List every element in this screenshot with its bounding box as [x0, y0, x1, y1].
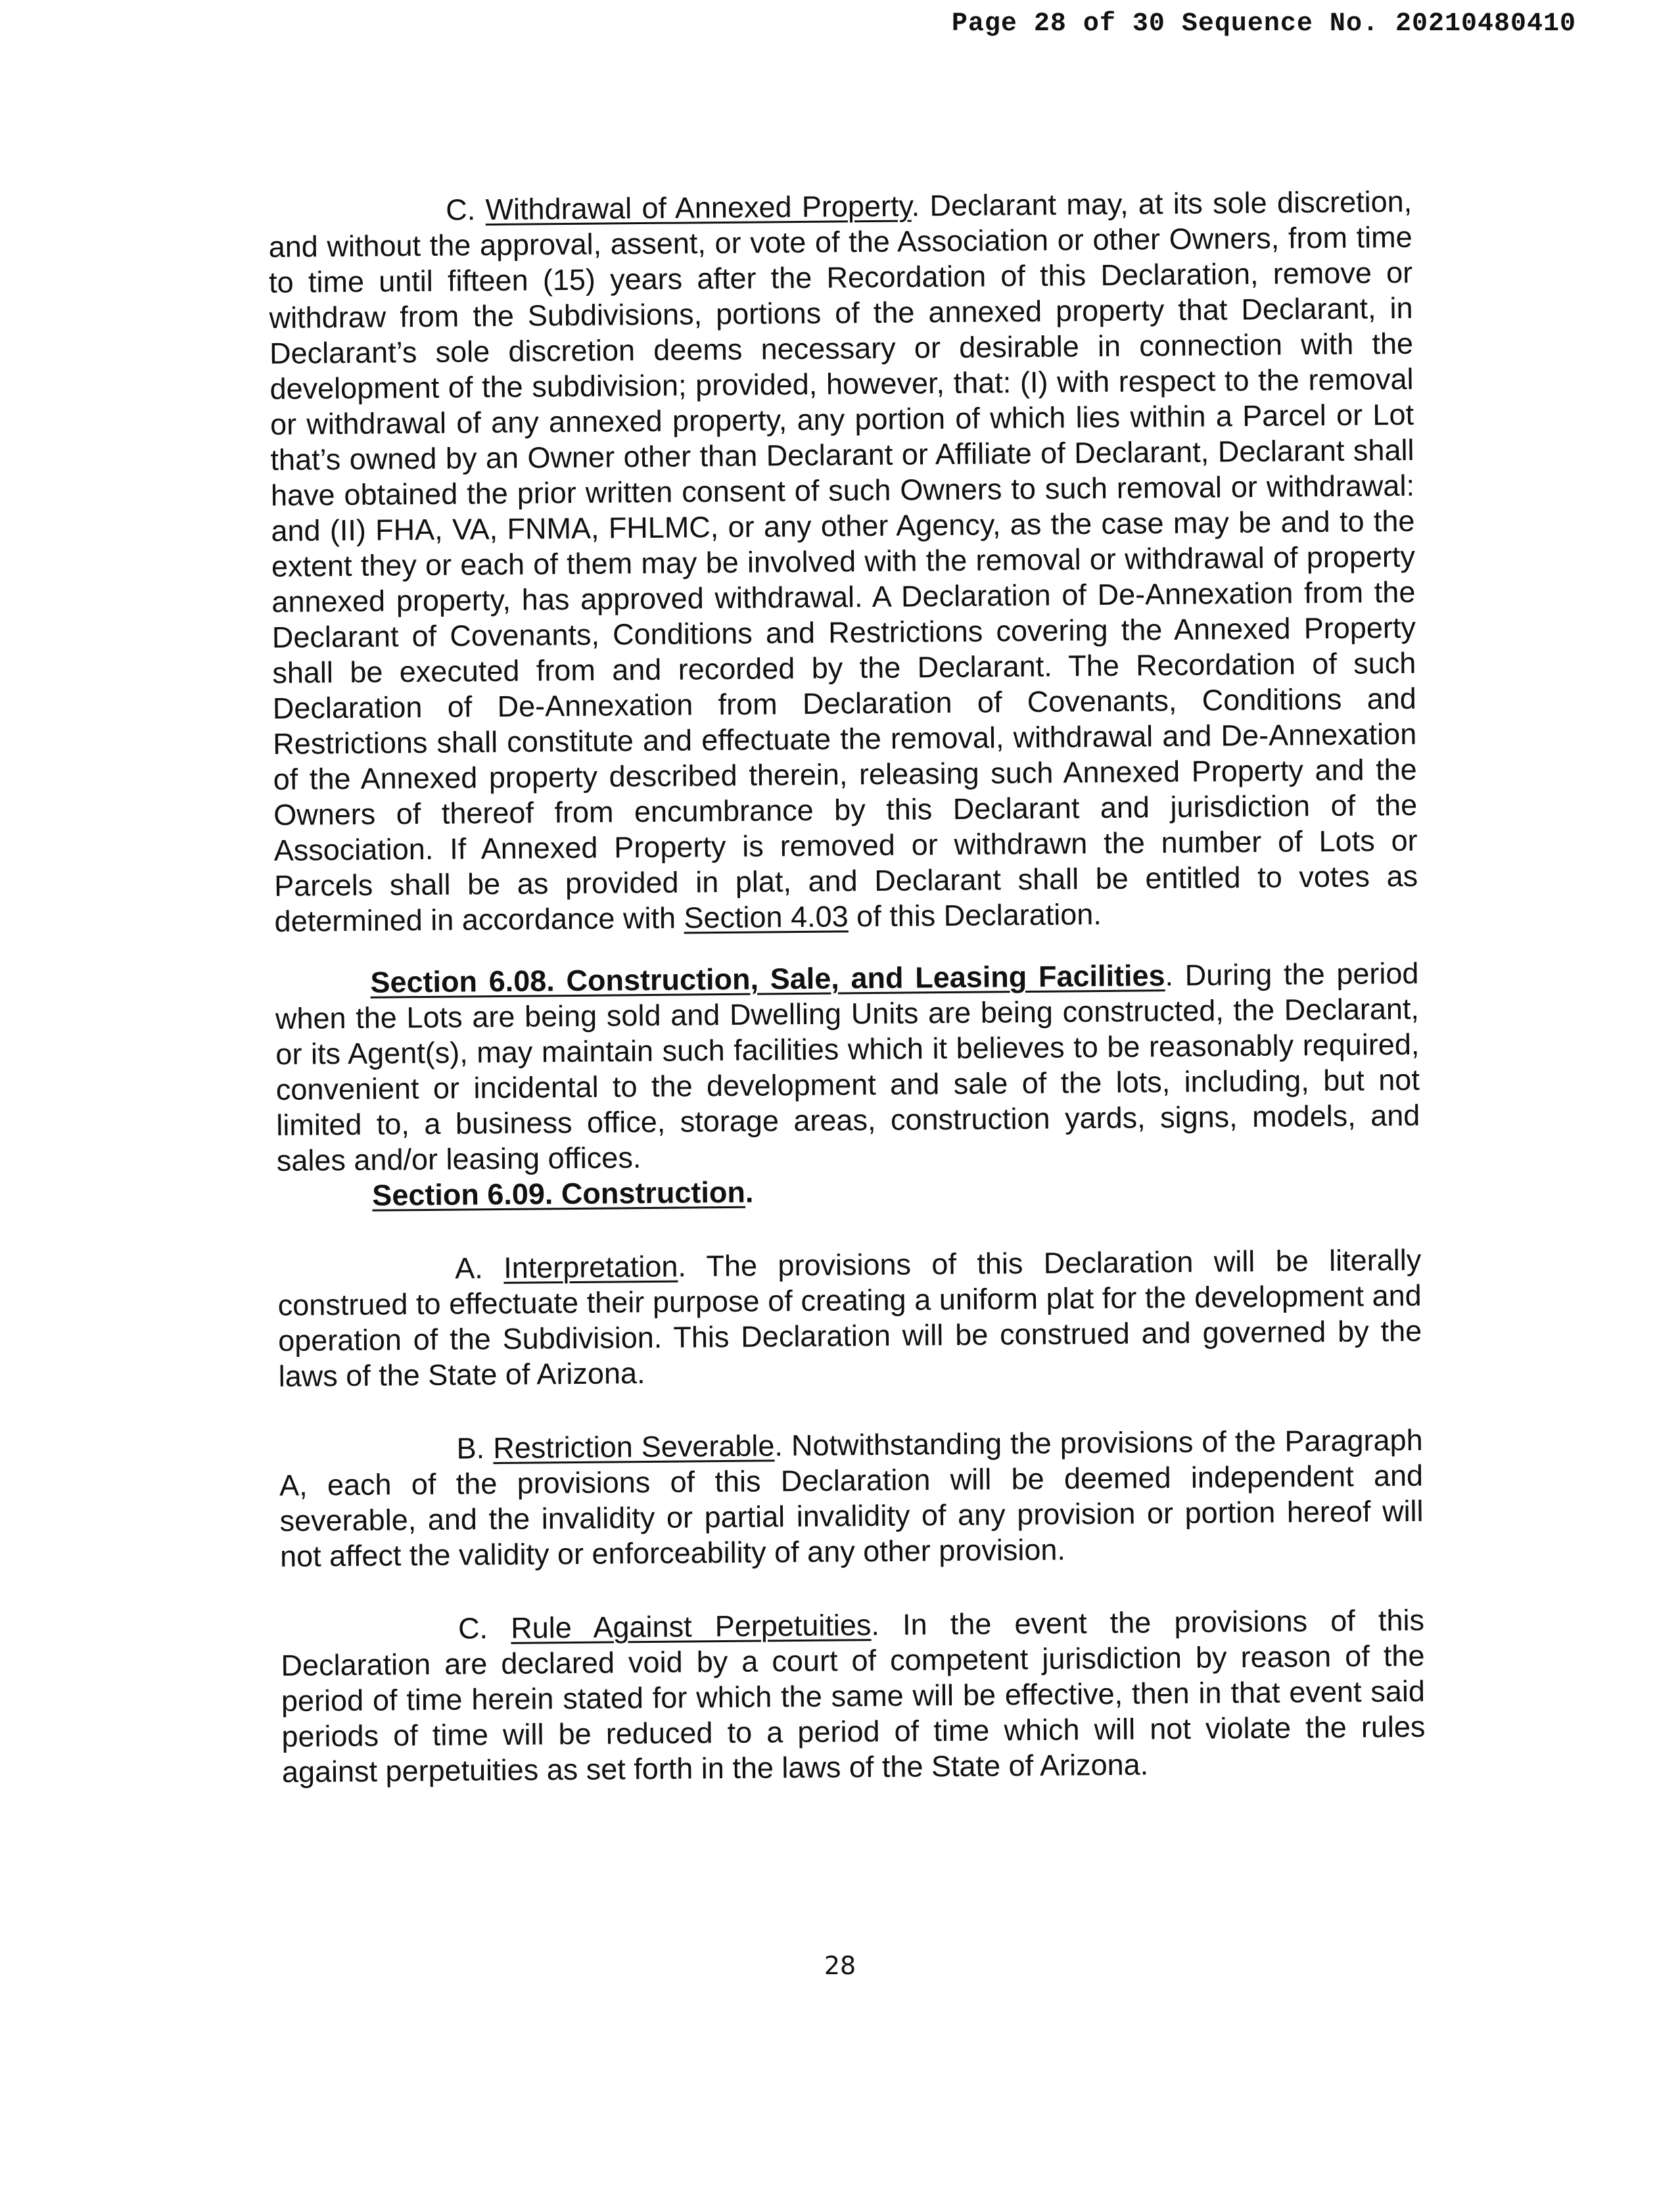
section-reference: Section 4.03 — [684, 899, 849, 935]
section-text: . During the period when the Lots are being sold and Dwelling Units are being constructed, the Declarant, or its Agent(s), may maintain such facilities which it believes to be reasonably required, convenient or incidental to the development and sale of the lots, including, but not limited to, a business office, storage areas, construction yards, signs, models, and sales and/or leasing offices. — [275, 956, 1420, 1177]
section-6-08 — [275, 956, 1420, 1179]
page-number: 28 — [824, 1951, 856, 1980]
paragraph-title: Restriction Severable — [492, 1429, 775, 1465]
paragraph-marker: C. — [445, 193, 486, 227]
paragraph-title: Rule Against Perpetuities — [511, 1608, 872, 1645]
section-title-end: . — [745, 1175, 754, 1209]
paragraph-text: . The provisions of this Declaration will be literally construed to effectuate their purpose of creating a uniform plat for the development and operation of the Subdivision. This Declaration will be construed and governed by the laws of the State of Arizona. — [277, 1242, 1422, 1393]
section-title: Section 6.09. Construction — [372, 1175, 746, 1212]
paragraph-text: . Notwithstanding the provisions of the Paragraph A, each of the provisions of this Declaration will be deemed independent and severable, and the invalidity or partial invalidity of any provision or portion hereof will not affect the validity or enforceability of any other provision. — [279, 1423, 1424, 1573]
paragraph-withdrawal-of-annexed-property — [268, 184, 1418, 939]
paragraph-marker: C. — [457, 1611, 511, 1645]
paragraph-interpretation — [277, 1242, 1422, 1394]
paragraph-text: . Declarant may, at its sole discretion, and without the approval, assent, or vote of the Association or other Owners, from time to time until fifteen (15) years after the Recordation of this Declaration, remove or withdraw from the Subdivisions, portions of the annexed property that Declarant, in Declarant’s sole discretion deems necessary or desirable in connection with the development of the subdivision; provided, however, that: (I) with respect to the removal or withdrawal of any annexed property, any portion of which lies within a Parcel or Lot that’s owned by an Owner other than Declarant or Affiliate of Declarant, Declarant shall have obtained the prior written consent of such Owners to such removal or withdrawal: and (II) FHA, VA, FNMA, FHLMC, or any other Agency, as the case may be and to the extent they or each of them may be involved with the removal or withdrawal of property annexed property, has approved withdrawal. A Declaration of De-Annexation from the Declarant of Covenants, Conditions and Restrictions covering the Annexed Property shall be executed from and recorded by the Declarant. The Recordation of such Declaration of De-Annexation from Declaration of Covenants, Conditions and Restrictions shall constitute and effectuate the removal, withdrawal and De-Annexation of the Annexed property described therein, releasing such Annexed Property and the Owners of thereof from encumbrance by this Declarant and jurisdiction of the Association. If Annexed Property is removed or withdrawn the number of Lots or Parcels shall be as provided in plat, and Declarant shall be entitled to votes as determined in accordance with — [268, 184, 1418, 938]
paragraph-title: Withdrawal of Annexed Property — [485, 189, 912, 227]
section-title: Section 6.08. Construction, Sale, and Leasing Facilities — [370, 958, 1165, 999]
paragraph-text: . In the event the provisions of this Declaration are declared void by a court of competent jurisdiction by reason of the period of time herein stated for which the same will be effective, then in that event said periods of time will be reduced to a period of time which will not violate the rules against perpetuities as set forth in the laws of the State of Arizona. — [281, 1603, 1426, 1789]
paragraph-text-end: of this Declaration. — [848, 897, 1102, 934]
paragraph-restriction-severable — [279, 1423, 1424, 1574]
document-body — [268, 184, 1426, 1790]
page-header: Page 28 of 30 Sequence No. 20210480410 — [951, 9, 1576, 39]
paragraph-title: Interpretation — [503, 1249, 678, 1285]
paragraph-rule-against-perpetuities — [281, 1603, 1426, 1790]
paragraph-marker: B. — [456, 1431, 494, 1465]
paragraph-marker: A. — [455, 1250, 504, 1285]
